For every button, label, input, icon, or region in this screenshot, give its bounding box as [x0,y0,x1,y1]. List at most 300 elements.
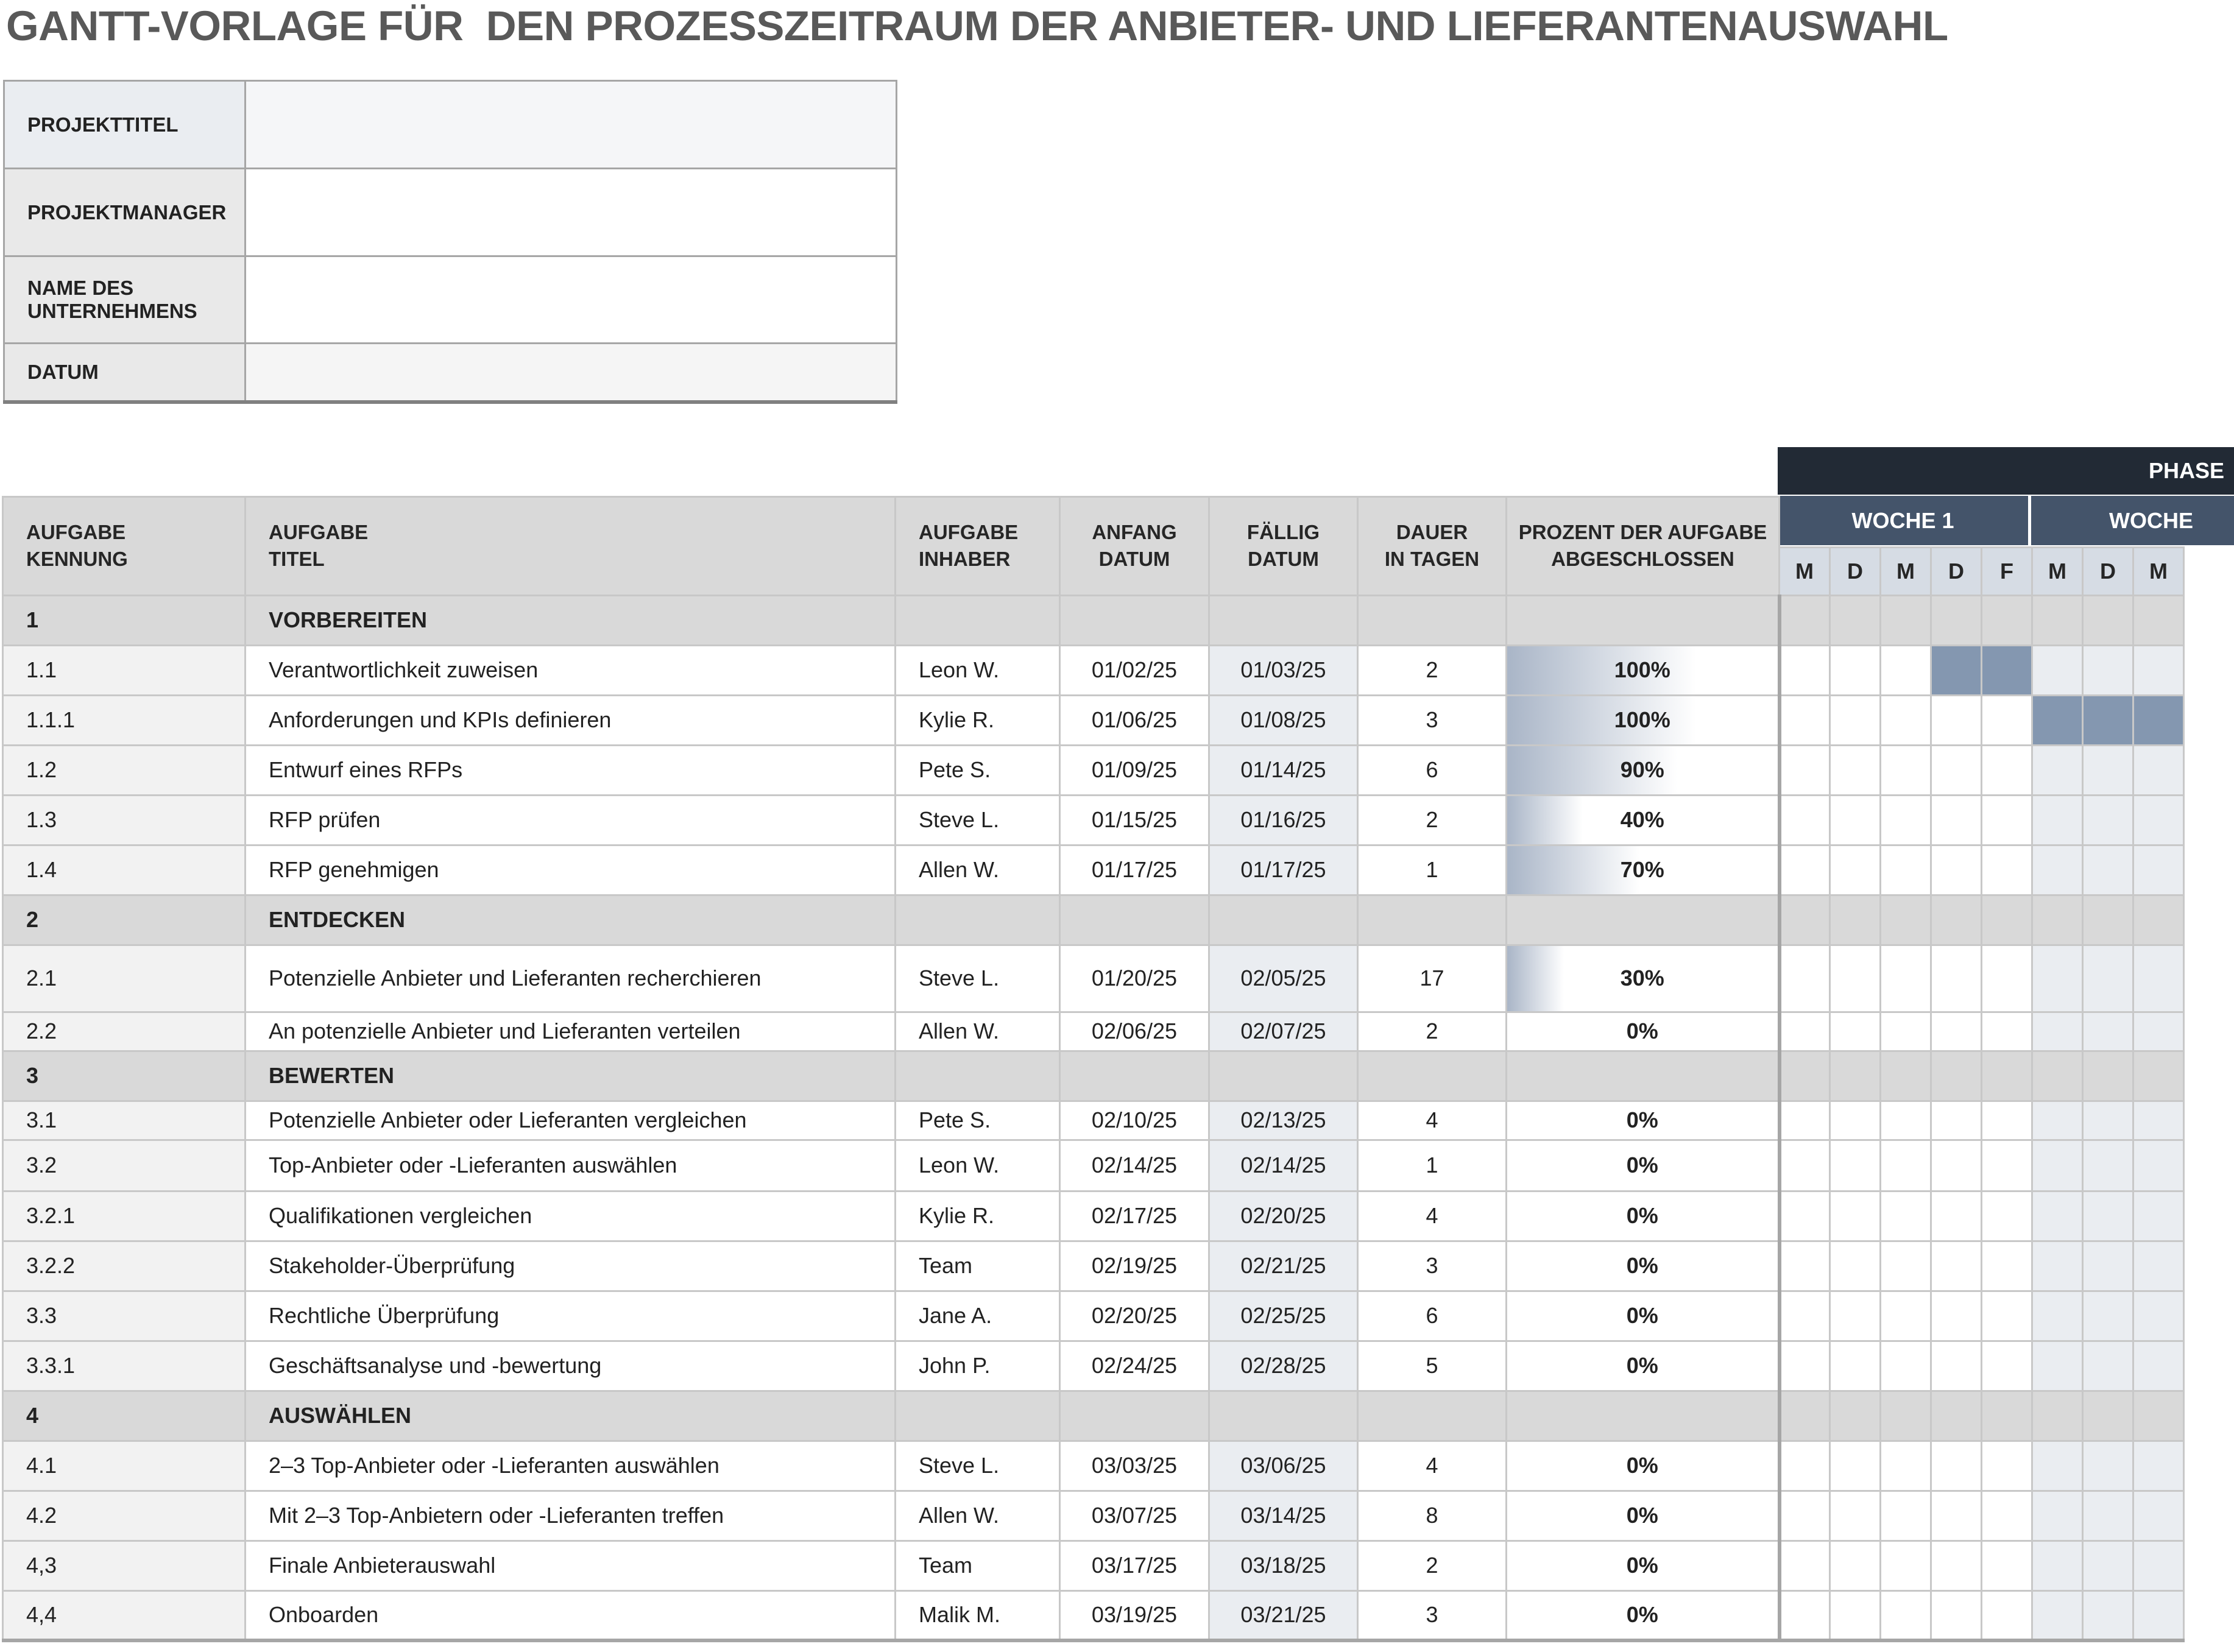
start-date[interactable]: 02/24/25 [1060,1341,1209,1391]
col-header-duration: DAUER IN TAGEN [1358,497,1507,596]
due-date[interactable]: 01/08/25 [1209,695,1358,745]
gantt-day-cell[interactable] [2133,1341,2184,1391]
gantt-day-cell[interactable] [1780,845,1830,895]
task-row[interactable] [3,1341,2184,1391]
due-date[interactable]: 03/06/25 [1209,1441,1358,1491]
start-date[interactable]: 01/20/25 [1060,945,1209,1012]
gantt-day-cell[interactable] [2133,1012,2184,1051]
gantt-day-cell[interactable] [2032,1241,2083,1291]
phase-row[interactable] [3,595,2184,645]
gantt-day-cell[interactable] [1780,1140,1830,1191]
project-manager-field[interactable] [246,169,897,256]
gantt-day-cell[interactable] [2133,1191,2184,1241]
gantt-day-cell[interactable] [2032,1012,2083,1051]
company-name-field[interactable] [246,256,897,344]
gantt-day-cell[interactable] [1982,795,2032,845]
gantt-day-cell[interactable] [1931,895,1982,945]
gantt-day-cell[interactable] [2133,595,2184,645]
task-row[interactable] [3,695,2184,745]
gantt-day-cell[interactable] [1982,845,2032,895]
gantt-day-cell[interactable] [1881,1140,1931,1191]
due-date[interactable]: 02/28/25 [1209,1341,1358,1391]
start-date[interactable]: 01/09/25 [1060,745,1209,795]
gantt-day-cell[interactable] [1881,895,1931,945]
task-row[interactable] [3,1491,2184,1541]
gantt-day-cell[interactable] [2083,945,2133,1012]
task-row[interactable] [3,645,2184,695]
gantt-day-cell[interactable] [2133,1140,2184,1191]
task-title[interactable]: Mit 2–3 Top-Anbietern oder -Lieferanten treffen [246,1491,896,1541]
gantt-day-cell[interactable] [2133,795,2184,845]
gantt-day-cell[interactable] [1931,1191,1982,1241]
page-title: GANTT-VORLAGE FÜR DEN PROZESSZEITRAUM DER ANBIETER- UND LIEFERANTENAUSWAHL [6,2,1948,49]
task-owner[interactable]: Jane A. [896,1291,1060,1341]
gantt-day-cell[interactable] [2032,1491,2083,1541]
gantt-day-cell[interactable] [1780,1341,1830,1391]
gantt-day-cell[interactable] [2032,895,2083,945]
task-title[interactable]: Geschäftsanalyse und -bewertung [246,1341,896,1391]
gantt-day-cell[interactable] [2083,1491,2133,1541]
date-field[interactable] [246,344,897,402]
task-row[interactable] [3,1012,2184,1051]
task-title[interactable]: RFP genehmigen [246,845,896,895]
gantt-day-cell[interactable] [1931,1101,1982,1140]
gantt-day-cell[interactable] [2083,645,2133,695]
gantt-day-cell[interactable] [2032,1541,2083,1590]
task-id: 1.1 [3,645,246,695]
percent-complete[interactable] [1507,945,1780,1012]
empty-cell [1358,595,1507,645]
task-row[interactable] [3,795,2184,845]
gantt-day-cell[interactable] [1780,645,1830,695]
percent-complete[interactable] [1507,745,1780,795]
task-owner[interactable]: Kylie R. [896,1191,1060,1241]
duration-days: 3 [1358,1241,1507,1291]
due-date[interactable]: 03/14/25 [1209,1491,1358,1541]
gantt-day-cell[interactable] [2083,895,2133,945]
gantt-day-cell[interactable] [2032,1291,2083,1341]
day-header: F [1982,547,2032,595]
gantt-day-cell[interactable] [2032,1191,2083,1241]
gantt-day-cell[interactable] [2032,1101,2083,1140]
task-owner[interactable]: Team [896,1241,1060,1291]
gantt-day-cell[interactable] [2083,1291,2133,1341]
gantt-day-cell[interactable] [1881,945,1931,1012]
percent-label: 30% [1620,965,1664,990]
percent-label: 70% [1620,857,1664,882]
percent-complete[interactable] [1507,845,1780,895]
gantt-day-cell[interactable] [1931,645,1982,695]
task-owner[interactable]: Allen W. [896,1012,1060,1051]
task-row[interactable] [3,1140,2184,1191]
gantt-day-cell[interactable] [2032,1391,2083,1441]
percent-complete[interactable] [1507,645,1780,695]
gantt-day-cell[interactable] [1881,795,1931,845]
task-title[interactable]: Finale Anbieterauswahl [246,1541,896,1590]
task-title[interactable]: Verantwortlichkeit zuweisen [246,645,896,695]
due-date[interactable]: 02/25/25 [1209,1291,1358,1341]
gantt-day-cell[interactable] [1931,695,1982,745]
task-owner[interactable]: Steve L. [896,1441,1060,1491]
progress-fill [1507,796,1583,844]
gantt-day-cell[interactable] [1982,1441,2032,1491]
due-date[interactable]: 01/17/25 [1209,845,1358,895]
gantt-day-cell[interactable] [2032,645,2083,695]
gantt-day-cell[interactable] [1780,945,1830,1012]
percent-complete[interactable] [1507,1291,1780,1341]
task-row[interactable] [3,1441,2184,1491]
gantt-day-cell[interactable] [1982,1140,2032,1191]
task-id: 1.2 [3,745,246,795]
gantt-day-cell[interactable] [1881,1541,1931,1590]
gantt-day-cell[interactable] [1830,1101,1881,1140]
task-owner[interactable]: Allen W. [896,1491,1060,1541]
gantt-day-cell[interactable] [1982,1491,2032,1541]
gantt-day-cell[interactable] [1982,1191,2032,1241]
due-date[interactable]: 02/21/25 [1209,1241,1358,1291]
task-id: 3.2 [3,1140,246,1191]
task-title[interactable]: Rechtliche Überprüfung [246,1291,896,1341]
gantt-day-cell[interactable] [1982,595,2032,645]
phase-row[interactable] [3,1391,2184,1441]
gantt-day-cell[interactable] [2133,845,2184,895]
gantt-day-cell[interactable] [1982,945,2032,1012]
due-date[interactable]: 03/21/25 [1209,1590,1358,1640]
gantt-day-cell[interactable] [1780,1391,1830,1441]
percent-label: 0% [1626,1153,1658,1177]
task-title[interactable]: Potenzielle Anbieter und Lieferanten recherchieren [246,945,896,1012]
task-row[interactable] [3,1101,2184,1140]
gantt-day-cell[interactable] [1881,1590,1931,1640]
gantt-day-cell[interactable] [1780,795,1830,845]
gantt-day-cell[interactable] [1982,695,2032,745]
percent-complete[interactable] [1507,1541,1780,1590]
start-date[interactable]: 02/17/25 [1060,1191,1209,1241]
task-title[interactable]: Potenzielle Anbieter oder Lieferanten vergleichen [246,1101,896,1140]
duration-days: 3 [1358,695,1507,745]
gantt-day-cell[interactable] [2133,695,2184,745]
gantt-day-cell[interactable] [2083,845,2133,895]
percent-complete[interactable] [1507,795,1780,845]
gantt-day-cell[interactable] [1931,1341,1982,1391]
gantt-day-cell[interactable] [1931,1541,1982,1590]
gantt-day-cell[interactable] [1830,595,1881,645]
gantt-day-cell[interactable] [1931,1241,1982,1291]
gantt-day-cell[interactable] [1931,845,1982,895]
project-title-field[interactable] [246,81,897,169]
gantt-day-cell[interactable] [1830,645,1881,695]
gantt-day-cell[interactable] [1780,1191,1830,1241]
due-date[interactable]: 02/14/25 [1209,1140,1358,1191]
gantt-day-cell[interactable] [1780,1541,1830,1590]
task-title[interactable]: Stakeholder-Überprüfung [246,1241,896,1291]
percent-complete[interactable] [1507,1341,1780,1391]
gantt-day-cell[interactable] [2083,1590,2133,1640]
duration-days: 2 [1358,795,1507,845]
gantt-day-cell[interactable] [1780,1590,1830,1640]
task-owner[interactable]: Team [896,1541,1060,1590]
percent-complete[interactable] [1507,1441,1780,1491]
task-row[interactable] [3,1241,2184,1291]
start-date[interactable]: 02/19/25 [1060,1241,1209,1291]
gantt-day-cell[interactable] [2133,895,2184,945]
gantt-day-cell[interactable] [2083,1441,2133,1491]
gantt-day-cell[interactable] [1780,895,1830,945]
gantt-day-cell[interactable] [1931,1391,1982,1441]
gantt-day-cell[interactable] [2133,1541,2184,1590]
start-date[interactable]: 02/10/25 [1060,1101,1209,1140]
task-title[interactable]: Entwurf eines RFPs [246,745,896,795]
gantt-day-cell[interactable] [2083,745,2133,795]
due-date[interactable]: 03/18/25 [1209,1541,1358,1590]
gantt-day-cell[interactable] [1931,745,1982,795]
gantt-day-cell[interactable] [1881,845,1931,895]
due-date[interactable]: 02/13/25 [1209,1101,1358,1140]
percent-complete[interactable] [1507,1590,1780,1640]
project-info-table [3,80,897,404]
gantt-day-cell[interactable] [1881,1391,1931,1441]
gantt-day-cell[interactable] [2133,645,2184,695]
gantt-day-cell[interactable] [2083,1541,2133,1590]
gantt-day-cell[interactable] [2032,745,2083,795]
gantt-day-cell[interactable] [1780,1012,1830,1051]
start-date[interactable]: 01/17/25 [1060,845,1209,895]
gantt-day-cell[interactable] [2083,1341,2133,1391]
gantt-day-cell[interactable] [2032,1441,2083,1491]
task-owner[interactable]: Leon W. [896,1140,1060,1191]
gantt-day-cell[interactable] [2083,695,2133,745]
gantt-day-cell[interactable] [1830,1241,1881,1291]
gantt-day-cell[interactable] [1931,1441,1982,1491]
percent-complete[interactable] [1507,1140,1780,1191]
gantt-day-cell[interactable] [1780,1491,1830,1541]
gantt-day-cell[interactable] [1881,1291,1931,1341]
task-owner[interactable]: Allen W. [896,845,1060,895]
start-date[interactable]: 01/15/25 [1060,795,1209,845]
gantt-day-cell[interactable] [1931,1590,1982,1640]
start-date[interactable]: 02/14/25 [1060,1140,1209,1191]
task-row[interactable] [3,1191,2184,1241]
task-title[interactable]: 2–3 Top-Anbieter oder -Lieferanten auswählen [246,1441,896,1491]
percent-complete[interactable] [1507,1012,1780,1051]
gantt-day-cell[interactable] [1780,1051,1830,1101]
start-date[interactable]: 03/19/25 [1060,1590,1209,1640]
task-title[interactable]: RFP prüfen [246,795,896,845]
task-title[interactable]: Anforderungen und KPIs definieren [246,695,896,745]
gantt-day-cell[interactable] [1780,1291,1830,1341]
due-date[interactable]: 02/05/25 [1209,945,1358,1012]
gantt-day-cell[interactable] [1830,1291,1881,1341]
gantt-day-cell[interactable] [1982,1341,2032,1391]
gantt-day-cell[interactable] [2133,1441,2184,1491]
col-header-start: ANFANG DATUM [1060,497,1209,596]
gantt-day-cell[interactable] [2133,1241,2184,1291]
percent-complete[interactable] [1507,1241,1780,1291]
task-owner[interactable]: Steve L. [896,795,1060,845]
gantt-day-cell[interactable] [1830,845,1881,895]
gantt-day-cell[interactable] [2133,1491,2184,1541]
gantt-day-cell[interactable] [2133,1101,2184,1140]
gantt-day-cell[interactable] [1982,1051,2032,1101]
gantt-day-cell[interactable] [2032,695,2083,745]
gantt-day-cell[interactable] [1881,1191,1931,1241]
gantt-day-cell[interactable] [1982,1291,2032,1341]
gantt-day-cell[interactable] [2133,1590,2184,1640]
gantt-day-cell[interactable] [1830,795,1881,845]
gantt-day-cell[interactable] [2133,945,2184,1012]
gantt-day-cell[interactable] [2083,1191,2133,1241]
task-owner[interactable]: Steve L. [896,945,1060,1012]
gantt-day-cell[interactable] [2083,1391,2133,1441]
gantt-day-cell[interactable] [2083,595,2133,645]
gantt-day-cell[interactable] [1830,1051,1881,1101]
start-date[interactable]: 02/06/25 [1060,1012,1209,1051]
task-owner[interactable]: Pete S. [896,745,1060,795]
task-owner[interactable]: Malik M. [896,1590,1060,1640]
gantt-day-cell[interactable] [1830,1391,1881,1441]
phase-title: BEWERTEN [246,1051,896,1101]
gantt-day-cell[interactable] [1881,1341,1931,1391]
gantt-day-cell[interactable] [1982,645,2032,695]
gantt-day-cell[interactable] [1830,1541,1881,1590]
gantt-day-cell[interactable] [2032,845,2083,895]
gantt-day-cell[interactable] [2083,1140,2133,1191]
gantt-day-cell[interactable] [1881,1051,1931,1101]
gantt-day-cell[interactable] [1830,695,1881,745]
gantt-day-cell[interactable] [2083,795,2133,845]
gantt-day-cell[interactable] [1931,595,1982,645]
task-owner[interactable]: Kylie R. [896,695,1060,745]
gantt-day-cell[interactable] [2083,1012,2133,1051]
gantt-day-cell[interactable] [1982,745,2032,795]
gantt-day-cell[interactable] [1881,645,1931,695]
gantt-day-cell[interactable] [1881,1491,1931,1541]
gantt-day-cell[interactable] [1931,1491,1982,1541]
start-date[interactable]: 03/03/25 [1060,1441,1209,1491]
phase-row[interactable] [3,1051,2184,1101]
task-row[interactable] [3,1541,2184,1590]
gantt-day-cell[interactable] [1931,945,1982,1012]
due-date[interactable]: 01/16/25 [1209,795,1358,845]
gantt-day-cell[interactable] [2032,595,2083,645]
gantt-day-cell[interactable] [1881,745,1931,795]
gantt-day-cell[interactable] [1881,695,1931,745]
gantt-day-cell[interactable] [1931,1051,1982,1101]
percent-complete[interactable] [1507,1101,1780,1140]
start-date[interactable]: 02/20/25 [1060,1291,1209,1341]
gantt-day-cell[interactable] [2083,1051,2133,1101]
gantt-day-cell[interactable] [1830,1341,1881,1391]
due-date[interactable]: 02/20/25 [1209,1191,1358,1241]
start-date[interactable]: 01/06/25 [1060,695,1209,745]
gantt-day-cell[interactable] [1780,745,1830,795]
gantt-day-cell[interactable] [1830,895,1881,945]
gantt-day-cell[interactable] [1931,795,1982,845]
gantt-day-cell[interactable] [1931,1012,1982,1051]
task-title[interactable]: Qualifikationen vergleichen [246,1191,896,1241]
percent-label: 40% [1620,807,1664,832]
gantt-day-cell[interactable] [1830,1491,1881,1541]
gantt-day-cell[interactable] [2032,1140,2083,1191]
gantt-day-cell[interactable] [2032,945,2083,1012]
task-title[interactable]: Top-Anbieter oder -Lieferanten auswählen [246,1140,896,1191]
start-date[interactable]: 03/07/25 [1060,1491,1209,1541]
task-row[interactable] [3,845,2184,895]
gantt-day-cell[interactable] [1780,595,1830,645]
task-title[interactable]: An potenzielle Anbieter und Lieferanten verteilen [246,1012,896,1051]
gantt-day-cell[interactable] [1830,1191,1881,1241]
due-date[interactable]: 01/03/25 [1209,645,1358,695]
gantt-day-cell[interactable] [1881,1441,1931,1491]
duration-days: 4 [1358,1441,1507,1491]
due-date[interactable]: 02/07/25 [1209,1012,1358,1051]
gantt-day-cell[interactable] [1881,1012,1931,1051]
gantt-day-cell[interactable] [1830,745,1881,795]
phase-title: AUSWÄHLEN [246,1391,896,1441]
gantt-day-cell[interactable] [2032,1341,2083,1391]
task-owner[interactable]: Leon W. [896,645,1060,695]
task-owner[interactable]: John P. [896,1341,1060,1391]
gantt-day-cell[interactable] [2133,745,2184,795]
gantt-day-cell[interactable] [1982,1391,2032,1441]
start-date[interactable]: 01/02/25 [1060,645,1209,695]
gantt-day-cell[interactable] [1982,1241,2032,1291]
empty-cell [1060,1391,1209,1441]
gantt-day-cell[interactable] [1780,1441,1830,1491]
gantt-day-cell[interactable] [1982,1012,2032,1051]
gantt-day-cell[interactable] [1830,945,1881,1012]
gantt-day-cell[interactable] [1881,1241,1931,1291]
empty-cell [1358,895,1507,945]
gantt-day-cell[interactable] [2032,1590,2083,1640]
gantt-day-cell[interactable] [1780,695,1830,745]
task-row[interactable] [3,1291,2184,1341]
gantt-day-cell[interactable] [2133,1051,2184,1101]
task-title[interactable]: Onboarden [246,1590,896,1640]
task-row[interactable] [3,1590,2184,1640]
gantt-day-cell[interactable] [1931,1291,1982,1341]
task-owner[interactable]: Pete S. [896,1101,1060,1140]
gantt-day-cell[interactable] [1982,1101,2032,1140]
percent-complete[interactable] [1507,1491,1780,1541]
task-row[interactable] [3,745,2184,795]
due-date[interactable]: 01/14/25 [1209,745,1358,795]
gantt-day-cell[interactable] [1830,1012,1881,1051]
gantt-day-cell[interactable] [2083,1101,2133,1140]
task-row[interactable] [3,945,2184,1012]
gantt-day-cell[interactable] [1881,1101,1931,1140]
gantt-day-cell[interactable] [1982,1590,2032,1640]
percent-complete[interactable] [1507,695,1780,745]
gantt-day-cell[interactable] [2032,795,2083,845]
gantt-day-cell[interactable] [1780,1241,1830,1291]
gantt-day-cell[interactable] [2133,1391,2184,1441]
gantt-day-cell[interactable] [2032,1051,2083,1101]
gantt-day-cell[interactable] [1830,1140,1881,1191]
percent-complete[interactable] [1507,1191,1780,1241]
gantt-day-cell[interactable] [2133,1291,2184,1341]
gantt-day-cell[interactable] [1830,1590,1881,1640]
gantt-day-cell[interactable] [1830,1441,1881,1491]
start-date[interactable]: 03/17/25 [1060,1541,1209,1590]
gantt-day-cell[interactable] [1931,1140,1982,1191]
gantt-day-cell[interactable] [2083,1241,2133,1291]
gantt-day-cell[interactable] [1881,595,1931,645]
gantt-day-cell[interactable] [1982,1541,2032,1590]
phase-row[interactable] [3,895,2184,945]
gantt-day-cell[interactable] [1780,1101,1830,1140]
gantt-day-cell[interactable] [1982,895,2032,945]
